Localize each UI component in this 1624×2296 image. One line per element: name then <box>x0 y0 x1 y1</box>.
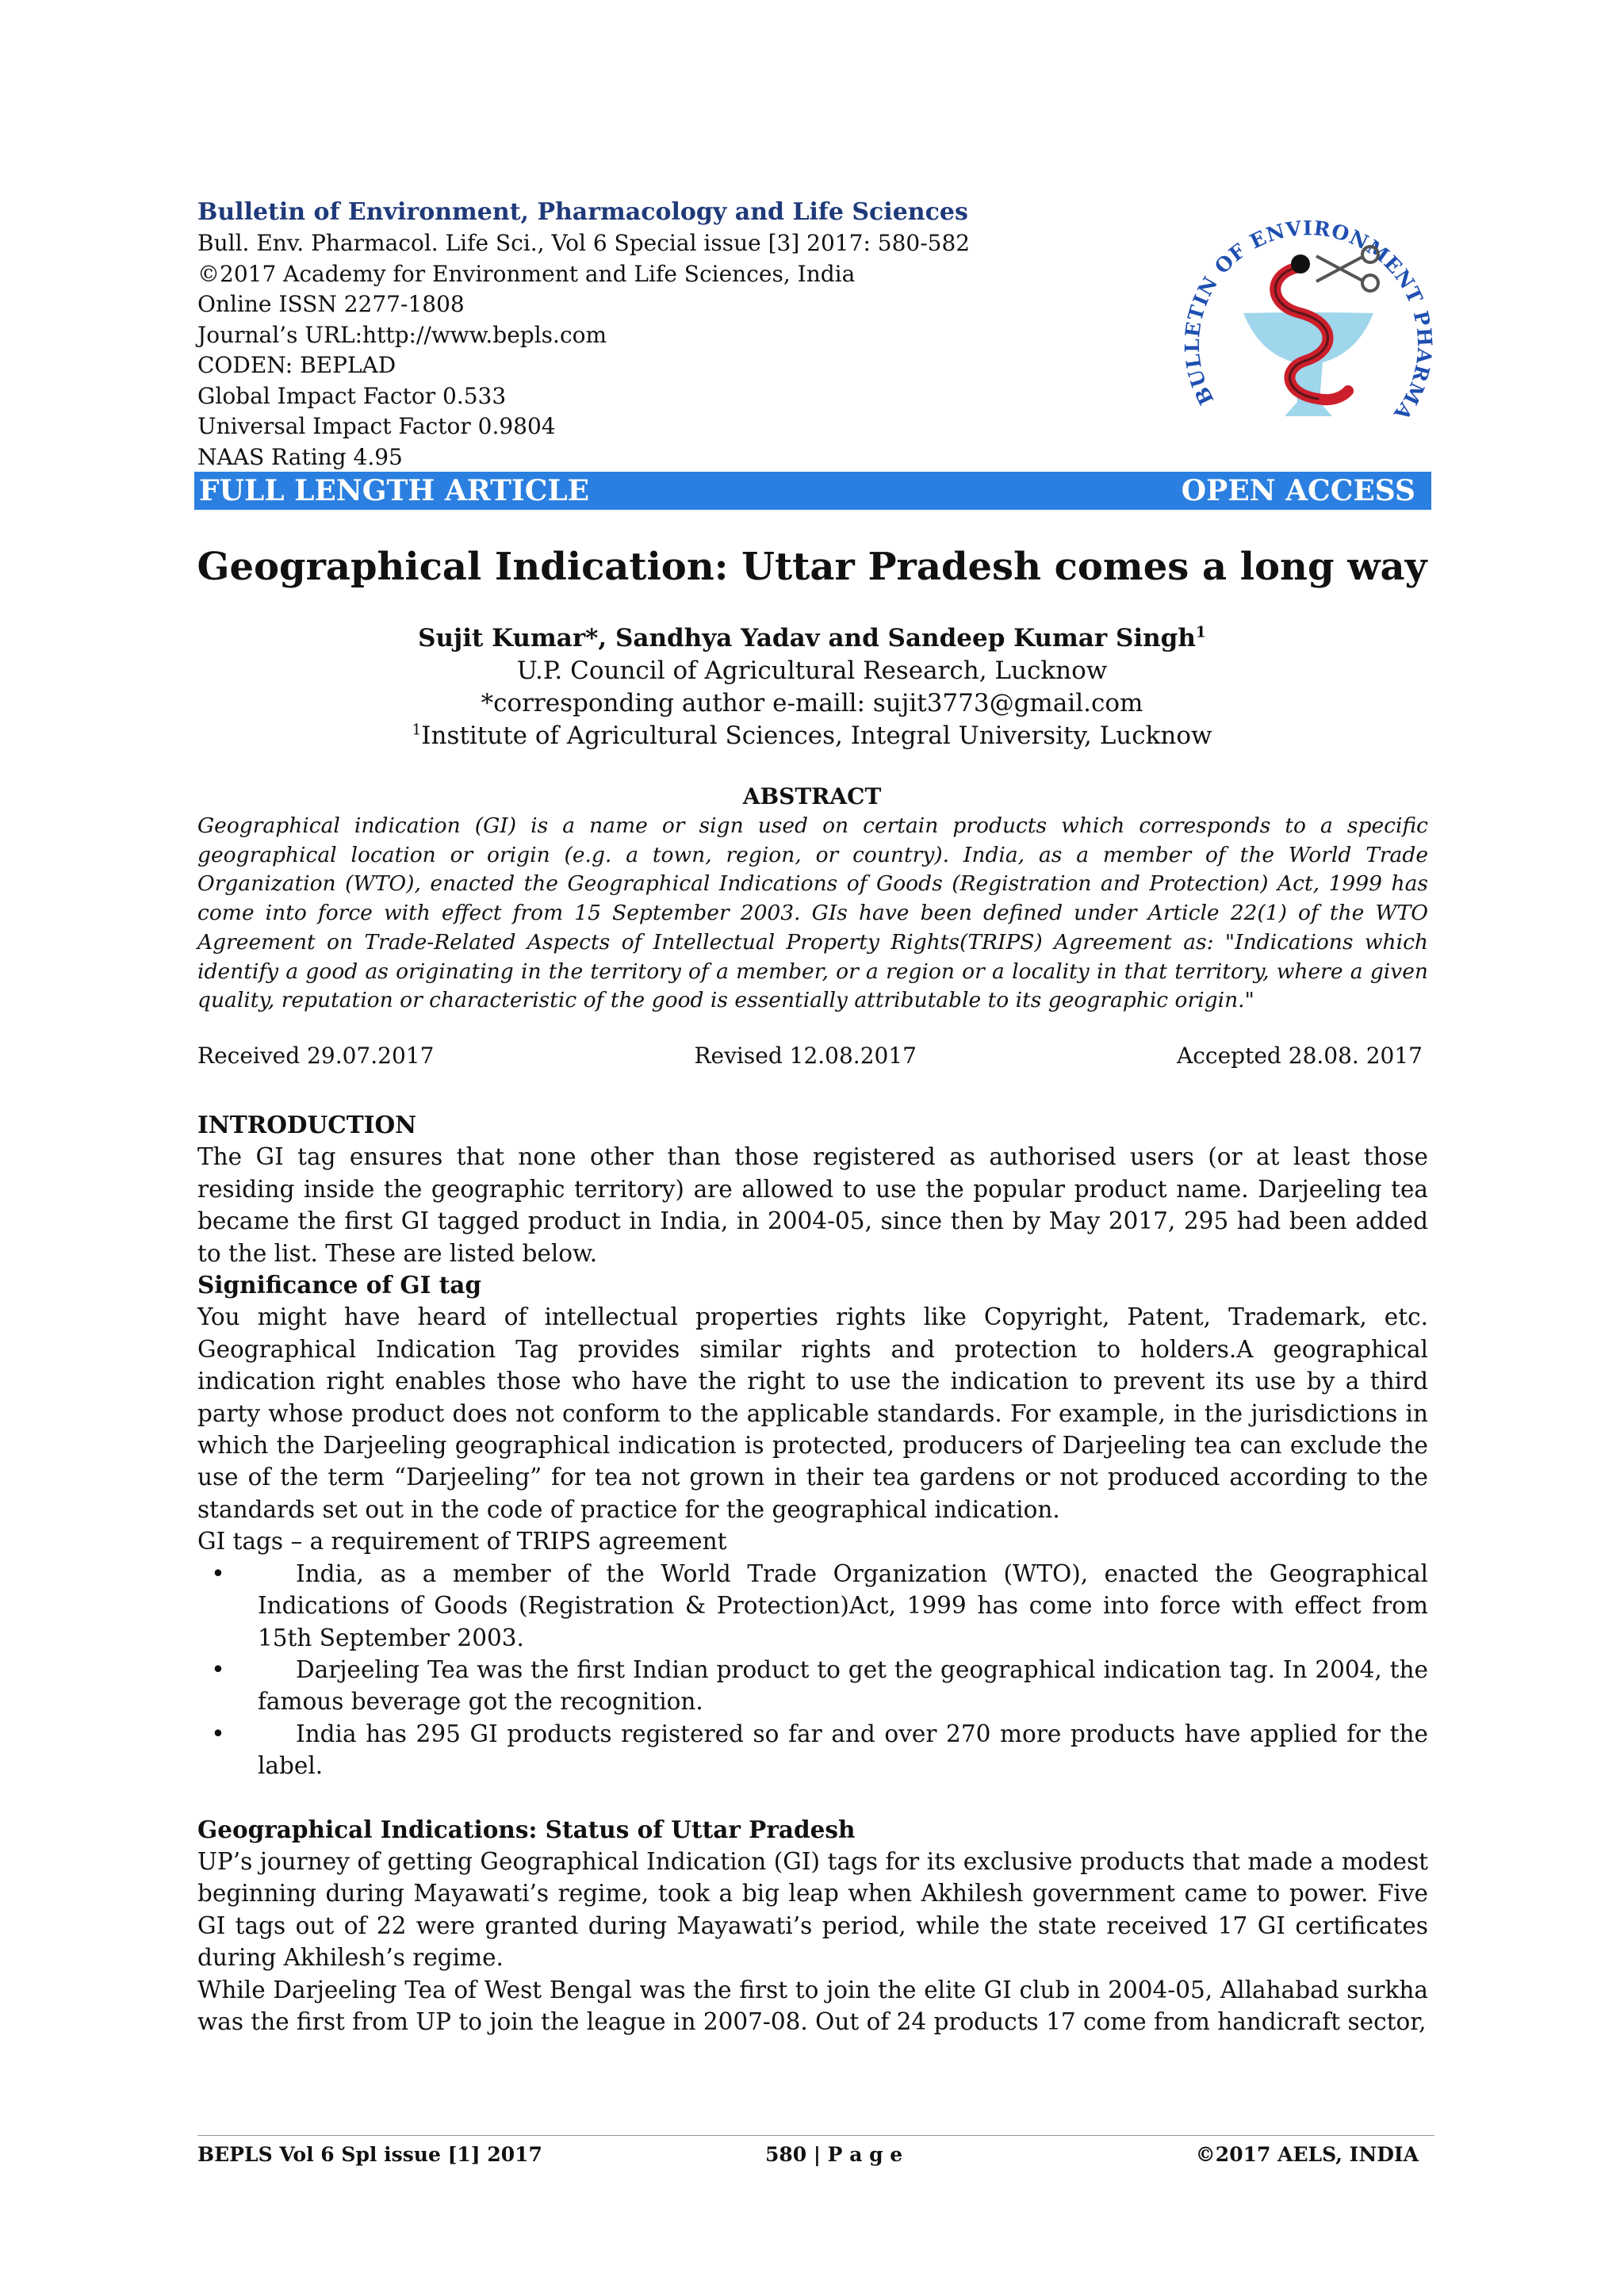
logo-snake-head <box>1291 254 1310 274</box>
footer-issue: BEPLS Vol 6 Spl issue [1] 2017 <box>197 2143 542 2166</box>
affiliation-2: $^1$Institute of Agricultural Sciences, Integral University, Lucknow <box>412 721 1212 750</box>
article-title: Geographical Indication: Uttar Pradesh comes a long way <box>197 545 1427 589</box>
introduction-paragraph: The GI tag ensures that none other than those registered as authorised users (or at least those residing inside the geographic territory) are allowed to use the popular product name. Darjeeling tea became the first GI tagged product in India, in 2004-05, since then by May 2017, 295 had been added to the list. These are listed below. <box>197 1143 1428 1267</box>
citation-line: Bull. Env. Pharmacol. Life Sci., Vol 6 Special issue [3] 2017: 580-582 <box>197 230 971 256</box>
introduction-heading: INTRODUCTION <box>197 1111 417 1138</box>
article-body <box>197 1109 1428 2038</box>
bullet-icon: • <box>211 1720 225 1747</box>
copyright-line: ©2017 Academy for Environment and Life Sciences, India <box>197 260 856 287</box>
abstract-text: Geographical indication (GI) is a name or sign used on certain products which corresponds to a specific geographical location or origin (e.g. a town, region, or country). India, as a member of the World Trade Organization (WTO), enacted the Geographical Indications of Goods (Registration and Protection) Act, 1999 has come into force with effect from 15 September 2003. GIs have been defined under Article 22(1) of the WTO Agreement on Trade-Related Aspects of Intellectual Property Rights(TRIPS) Agreement as: "Indications which identify a good as originating in the territory of a member, or a region or a locality in that territory, where a given quality, reputation or characteristic of the good is essentially attributable to its geographic origin." <box>197 813 1428 1013</box>
masthead <box>197 197 990 473</box>
journal-logo <box>1174 194 1443 464</box>
naas-line: NAAS Rating 4.95 <box>197 443 403 470</box>
received-date: Received 29.07.2017 <box>197 1043 435 1069</box>
issn-line: Online ISSN 2277-1808 <box>197 291 465 317</box>
journal-seal-icon <box>1174 194 1443 464</box>
significance-heading: Significance of GI tag <box>197 1271 482 1299</box>
page-footer <box>197 2142 1419 2168</box>
list-item: • Darjeeling Tea was the first Indian product to get the geographical indication tag. In 2004, the famous beverage got the recognition. <box>197 1654 1428 1718</box>
corresponding-author: *corresponding author e-maill: sujit3773@gmail.com <box>481 689 1143 718</box>
article-type-banner <box>194 472 1431 510</box>
full-length-label: FULL LENGTH ARTICLE <box>199 474 590 507</box>
journal-name: Bulletin of Environment, Pharmacology and Life Sciences <box>197 198 968 226</box>
accepted-date: Accepted 28.08. 2017 <box>1177 1043 1423 1069</box>
bullet-icon: • <box>211 1655 225 1683</box>
logo-text: BULLETIN OF ENVIRONMENT PHARMA <box>1180 216 1437 425</box>
trips-bullet-list <box>197 1558 1428 1782</box>
authors-block <box>159 622 1465 752</box>
url-line: Journal’s URL:http://www.bepls.com <box>197 321 607 348</box>
global-impact-line: Global Impact Factor 0.533 <box>197 382 507 409</box>
up-status-paragraph-1: UP’s journey of getting Geographical Indication (GI) tags for its exclusive products that made a modest beginning during Mayawati’s regime, took a big leap when Akhilesh government came to power. Five GI tags out of 22 were granted during Mayawati’s period, while the state received 17 GI certificates during Akhilesh’s regime. <box>197 1847 1428 1972</box>
up-status-paragraph-2: While Darjeeling Tea of West Bengal was the first to join the elite GI club in 2004-05, Allahabad surkha was the first from UP to join the league in 2007-08. Out of 24 products 17 come from handicraft sector, <box>197 1976 1428 2035</box>
revised-date: Revised 12.08.2017 <box>694 1043 917 1069</box>
abstract-heading: ABSTRACT <box>742 783 882 809</box>
footer-copyright: ©2017 AELS, INDIA <box>1195 2143 1419 2166</box>
author-list: Sujit Kumar*, Sandhya Yadav and Sandeep Kumar Singh$^1$ <box>418 624 1206 652</box>
footer-divider <box>197 2135 1434 2136</box>
significance-paragraph: You might have heard of intellectual properties rights like Copyright, Patent, Trademark, etc. Geographical Indication Tag provides similar rights and protection to holders.A geographical indication right enables those who have the right to use the indication to prevent its use by a third party whose product does not conform to the applicable standards. For example, in the jurisdictions in which the Darjeeling geographical indication is protected, producers of Darjeeling tea can exclude the use of the term “Darjeeling” for tea not grown in their tea gardens or not produced according to the standards set out in the code of practice for the geographical indication. <box>197 1303 1428 1523</box>
article-dates <box>197 1040 1423 1072</box>
footer-page-number: 580 | P a g e <box>765 2143 903 2166</box>
coden-line: CODEN: BEPLAD <box>197 352 396 378</box>
list-item: • India has 295 GI products registered so far and over 270 more products have applied for the label. <box>197 1718 1428 1782</box>
bullet-icon: • <box>211 1559 225 1587</box>
affiliation-1: U.P. Council of Agricultural Research, Lucknow <box>516 656 1108 685</box>
open-access-label: OPEN ACCESS <box>1181 474 1415 507</box>
list-item: • India, as a member of the World Trade Organization (WTO), enacted the Geographical Indications of Goods (Registration & Protection)Act, 1999 has come into force with effect from 15th September 2003. <box>197 1558 1428 1654</box>
trips-line: GI tags – a requirement of TRIPS agreement <box>197 1528 727 1556</box>
up-status-heading: Geographical Indications: Status of Uttar Pradesh <box>197 1815 856 1843</box>
universal-impact-line: Universal Impact Factor 0.9804 <box>197 413 556 439</box>
